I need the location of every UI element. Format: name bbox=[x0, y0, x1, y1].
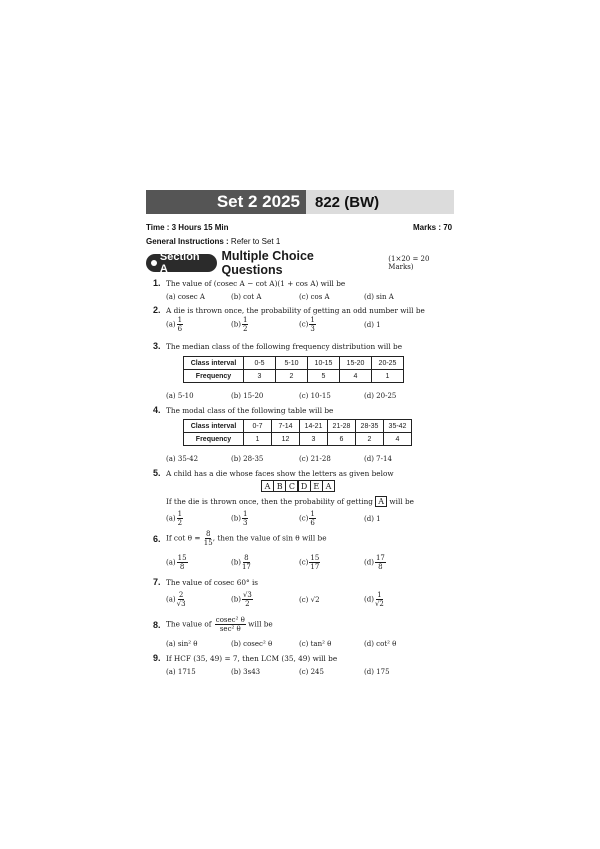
table-cell: 7-14 bbox=[272, 420, 300, 433]
table-cell: Class interval bbox=[184, 357, 244, 370]
q5-option-c: (c) $\frac{1}{6}$ bbox=[299, 510, 315, 527]
table-cell: 35-42 bbox=[384, 420, 412, 433]
table-cell: 2 bbox=[276, 370, 308, 383]
q3-frequency-table bbox=[183, 356, 404, 383]
q2-option-b: (b) $\frac{1}{2}$ bbox=[231, 316, 248, 333]
q7-option-b: (b) $\frac{√3}{2}$ bbox=[231, 591, 252, 608]
q6-option-a: (a) $\frac{15}{8}$ bbox=[166, 554, 187, 571]
q2-option-a: (a) $\frac{1}{6}$ bbox=[166, 316, 183, 333]
q6-text: If cot θ = $\frac{8}{15}$ , then the value of sin θ will be bbox=[166, 530, 327, 547]
table-cell: 20-25 bbox=[372, 357, 404, 370]
table-cell: 0-7 bbox=[244, 420, 272, 433]
die-face: C bbox=[285, 480, 298, 492]
table-cell: 1 bbox=[372, 370, 404, 383]
q5-die-faces bbox=[261, 480, 334, 492]
section-title: Multiple Choice Questions bbox=[221, 249, 314, 277]
table-cell: 14-21 bbox=[300, 420, 328, 433]
q8-number: 8. bbox=[153, 620, 161, 630]
table-row bbox=[184, 370, 404, 383]
q7-option-d: (d) $\frac{1}{√2}$ bbox=[364, 591, 384, 608]
q9-option-c: (c) 245 bbox=[299, 668, 324, 676]
q5-number: 5. bbox=[153, 468, 161, 478]
q7-option-c: (c) √2 bbox=[299, 596, 320, 604]
table-cell: 4 bbox=[340, 370, 372, 383]
set-label: Set 2 2025 bbox=[146, 190, 306, 214]
q2-option-c: (c) $\frac{1}{3}$ bbox=[299, 316, 315, 333]
table-cell: 15-20 bbox=[340, 357, 372, 370]
table-cell: 6 bbox=[328, 433, 356, 446]
section-pill: Section A bbox=[146, 254, 217, 272]
q2-text: A die is thrown once, the probability of getting an odd number will be bbox=[166, 306, 425, 315]
q4-option-a: (a) 35-42 bbox=[166, 455, 199, 463]
q9-option-d: (d) 175 bbox=[364, 668, 390, 676]
q4-text: The modal class of the following table will be bbox=[166, 406, 334, 415]
q8-text: The value of $\frac{\text{cosec² θ}}{\text{sec² θ}}$ will be bbox=[166, 616, 273, 633]
q3-number: 3. bbox=[153, 341, 161, 351]
die-face: A bbox=[322, 480, 335, 492]
general-instructions: General Instructions : Refer to Set 1 bbox=[146, 237, 281, 246]
q1-option-d: (d) sin A bbox=[364, 293, 394, 301]
q9-number: 9. bbox=[153, 653, 161, 663]
q1-option-c: (c) cos A bbox=[299, 293, 330, 301]
q5-option-b: (b) $\frac{1}{3}$ bbox=[231, 510, 248, 527]
q6-option-c: (c) $\frac{15}{17}$ bbox=[299, 554, 320, 571]
q1-option-b: (b) cot A bbox=[231, 293, 262, 301]
table-row bbox=[184, 357, 404, 370]
q7-text: The value of cosec 60° is bbox=[166, 578, 259, 587]
q5-option-a: (a) $\frac{1}{2}$ bbox=[166, 510, 183, 527]
table-cell: 10-15 bbox=[308, 357, 340, 370]
q7-option-a: (a) $\frac{2}{√3}$ bbox=[166, 591, 186, 608]
paper-header-banner bbox=[146, 190, 454, 214]
q5-text-2: If the die is thrown once, then the probability of getting A will be bbox=[166, 497, 414, 506]
paper-code: 822 (BW) bbox=[306, 190, 454, 214]
die-face: B bbox=[273, 480, 286, 492]
table-row bbox=[184, 420, 412, 433]
q9-text: If HCF (35, 49) = 7, then LCM (35, 49) will be bbox=[166, 654, 338, 663]
q2-number: 2. bbox=[153, 305, 161, 315]
q5-text: A child has a die whose faces show the letters as given below bbox=[166, 469, 394, 478]
die-face: A bbox=[261, 480, 274, 492]
q5-option-d: (d) 1 bbox=[364, 515, 381, 523]
table-cell: Class interval bbox=[184, 420, 244, 433]
q8-option-c: (c) tan² θ bbox=[299, 640, 332, 648]
q4-option-b: (b) 28-35 bbox=[231, 455, 264, 463]
table-cell: 0-5 bbox=[244, 357, 276, 370]
table-cell: 4 bbox=[384, 433, 412, 446]
q3-text: The median class of the following frequency distribution will be bbox=[166, 342, 403, 351]
q1-option-a: (a) cosec A bbox=[166, 293, 205, 301]
q8-option-d: (d) cot² θ bbox=[364, 640, 397, 648]
q3-option-d: (d) 20-25 bbox=[364, 392, 397, 400]
q2-option-d: (d) 1 bbox=[364, 321, 381, 329]
table-cell: 1 bbox=[244, 433, 272, 446]
table-cell: 2 bbox=[356, 433, 384, 446]
q6-number: 6. bbox=[153, 534, 161, 544]
table-cell: 3 bbox=[244, 370, 276, 383]
q8-option-a: (a) sin² θ bbox=[166, 640, 198, 648]
section-marks: (1×20 = 20 Marks) bbox=[388, 255, 430, 271]
q4-option-c: (c) 21-28 bbox=[299, 455, 331, 463]
q7-number: 7. bbox=[153, 577, 161, 587]
table-cell: 5-10 bbox=[276, 357, 308, 370]
table-cell: 28-35 bbox=[356, 420, 384, 433]
table-cell: 12 bbox=[272, 433, 300, 446]
table-cell: 5 bbox=[308, 370, 340, 383]
q3-option-c: (c) 10-15 bbox=[299, 392, 331, 400]
table-cell: Frequency bbox=[184, 433, 244, 446]
q9-option-b: (b) 3s43 bbox=[231, 668, 261, 676]
q4-frequency-table bbox=[183, 419, 412, 446]
die-face: E bbox=[310, 480, 323, 492]
q6-option-b: (b) $\frac{8}{17}$ bbox=[231, 554, 251, 571]
marks-info: Marks : 70 bbox=[413, 223, 453, 232]
q4-number: 4. bbox=[153, 405, 161, 415]
q3-option-b: (b) 15-20 bbox=[231, 392, 264, 400]
q1-number: 1. bbox=[153, 278, 161, 288]
die-face: D bbox=[298, 480, 311, 492]
q8-option-b: (b) cosec² θ bbox=[231, 640, 273, 648]
section-heading bbox=[146, 249, 456, 277]
q6-option-d: (d) $\frac{17}{8}$ bbox=[364, 554, 385, 571]
q3-option-a: (a) 5-10 bbox=[166, 392, 194, 400]
table-cell: Frequency bbox=[184, 370, 244, 383]
q1-text: The value of (cosec A − cot A)(1 + cos A) will be bbox=[166, 279, 346, 288]
table-row bbox=[184, 433, 412, 446]
q9-option-a: (a) 1715 bbox=[166, 668, 196, 676]
table-cell: 3 bbox=[300, 433, 328, 446]
table-cell: 21-28 bbox=[328, 420, 356, 433]
q4-option-d: (d) 7-14 bbox=[364, 455, 392, 463]
time-info: Time : 3 Hours 15 Min bbox=[146, 223, 229, 232]
bullet-icon bbox=[151, 260, 157, 266]
